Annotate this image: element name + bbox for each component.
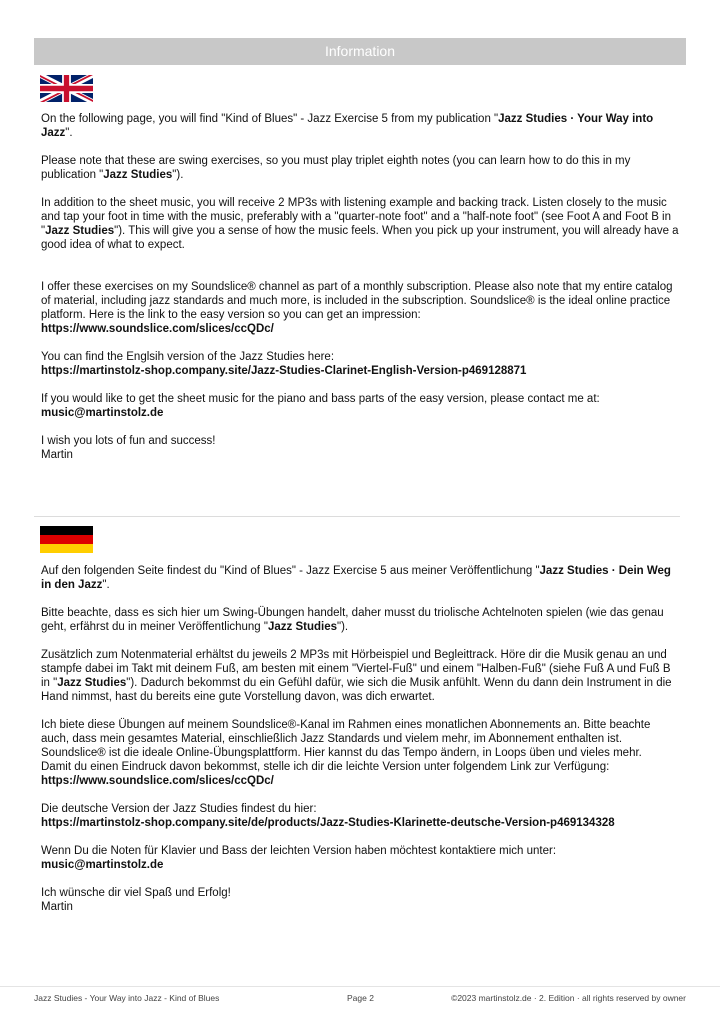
shop-link-en[interactable]: https://martinstolz-shop.company.site/Jazz-Studies-Clarinet-English-Version-p469128871 — [41, 365, 527, 377]
german-paragraph-5: Die deutsche Version der Jazz Studies findest du hier: https://martinstolz-shop.company.site/de/products/Jazz-Studies-Klarinette-deutsche-Version-p469134328 — [41, 803, 615, 829]
german-paragraph-1: Auf den folgenden Seite findest du "Kind of Blues" - Jazz Exercise 5 aus meiner Veröffentlichung "Jazz Studies · Dein Weg in den Jazz". — [41, 565, 671, 591]
soundslice-link-en[interactable]: https://www.soundslice.com/slices/ccQDc/ — [41, 323, 274, 335]
signature-de: Martin — [41, 901, 73, 913]
english-paragraph-7: I wish you lots of fun and success! Martin — [41, 435, 216, 461]
english-section — [41, 112, 681, 476]
english-paragraph-3: In addition to the sheet music, you will receive 2 MP3s with listening example and backing track. Listen closely to the music and tap your foot in time with the music, preferably with a "quarter-note foot" and a "half-note foot" (see Foot A and Foot B in "Jazz Studies"). This will give you a sense of how the music feels. When you pick up your instrument, you will already have a good idea of what to expect. — [41, 197, 679, 251]
email-link-en[interactable]: music@martinstolz.de — [41, 407, 164, 419]
footer-page-number: Page 2 — [347, 993, 374, 1003]
english-paragraph-1: On the following page, you will find "Kind of Blues" - Jazz Exercise 5 from my publication "Jazz Studies · Your Way into Jazz". — [41, 113, 654, 139]
english-paragraph-2: Please note that these are swing exercises, so you must play triplet eighth notes (you can learn how to do this in my publication "Jazz Studies"). — [41, 155, 631, 181]
german-paragraph-7: Ich wünsche dir viel Spaß und Erfolg! Martin — [41, 887, 231, 913]
footer-copyright: ©2023 martinstolz.de · 2. Edition · all rights reserved by owner — [451, 993, 686, 1003]
german-paragraph-6: Wenn Du die Noten für Klavier und Bass der leichten Version haben möchtest kontaktiere mich unter: music@martinstolz.de — [41, 845, 557, 871]
info-header — [34, 38, 686, 65]
english-paragraph-4: I offer these exercises on my Soundslice® channel as part of a monthly subscription. Please also note that my entire catalog of material, including jazz standards and much more, is included in the subscription. Soundslice® is the ideal online practice platform. Here is the link to the easy version so you can get an impression: https://www.soundslice.com/slices/ccQDc/ — [41, 281, 673, 335]
english-paragraph-6: If you would like to get the sheet music for the piano and bass parts of the easy version, please contact me at: music@martinstolz.de — [41, 393, 600, 419]
email-link-de[interactable]: music@martinstolz.de — [41, 859, 164, 871]
footer-divider — [0, 986, 720, 987]
footer-title: Jazz Studies - Your Way into Jazz - Kind of Blues — [34, 993, 220, 1003]
soundslice-link-de[interactable]: https://www.soundslice.com/slices/ccQDc/ — [41, 775, 274, 787]
section-divider — [34, 516, 680, 517]
german-paragraph-2: Bitte beachte, dass es sich hier um Swing-Übungen handelt, daher musst du triolische Achtelnoten spielen (wie das genau geht, erfährst du in meiner Veröffentlichung "Jazz Studies"). — [41, 607, 664, 633]
signature-en: Martin — [41, 449, 73, 461]
germany-flag-icon — [40, 526, 93, 553]
german-paragraph-3: Zusätzlich zum Notenmaterial erhältst du jeweils 2 MP3s mit Hörbeispiel und Begleittrack. Höre dir die Musik genau an und stampfe dabei im Takt mit deinem Fuß, am besten mit einem "Viertel-Fuß" und einem "Halben-Fuß" (siehe Fuß A und Fuß B in "Jazz Studies"). Dadurch bekommst du ein Gefühl dafür, wie sich die Musik anfühlt. Wenn du dann dein Instrument in die Hand nimmst, hast du bereits eine gute Vorstellung davon, was dich erwartet. — [41, 649, 672, 703]
uk-flag-icon — [40, 75, 93, 102]
german-section — [41, 564, 681, 928]
german-paragraph-4: Ich biete diese Übungen auf meinem Soundslice®-Kanal im Rahmen eines monatlichen Abonnements an. Bitte beachte auch, dass mein gesamtes Material, einschließlich Jazz Standards und vielem mehr, im Abonnement enthalten ist. Soundslice® ist die ideale Online-Übungsplattform. Hier kannst du das Tempo ändern, in Loops üben und vieles mehr. Damit du einen Eindruck davon bekommst, stelle ich dir die leichte Version unter folgendem Link zur Verfügung: https://www.soundslice.com/slices/ccQDc/ — [41, 719, 651, 787]
english-paragraph-5: You can find the Englsih version of the Jazz Studies here: https://martinstolz-shop.company.site/Jazz-Studies-Clarinet-English-Version-p469128871 — [41, 351, 527, 377]
header-title: Information — [324, 43, 396, 59]
shop-link-de[interactable]: https://martinstolz-shop.company.site/de/products/Jazz-Studies-Klarinette-deutsche-Version-p469134328 — [41, 817, 615, 829]
